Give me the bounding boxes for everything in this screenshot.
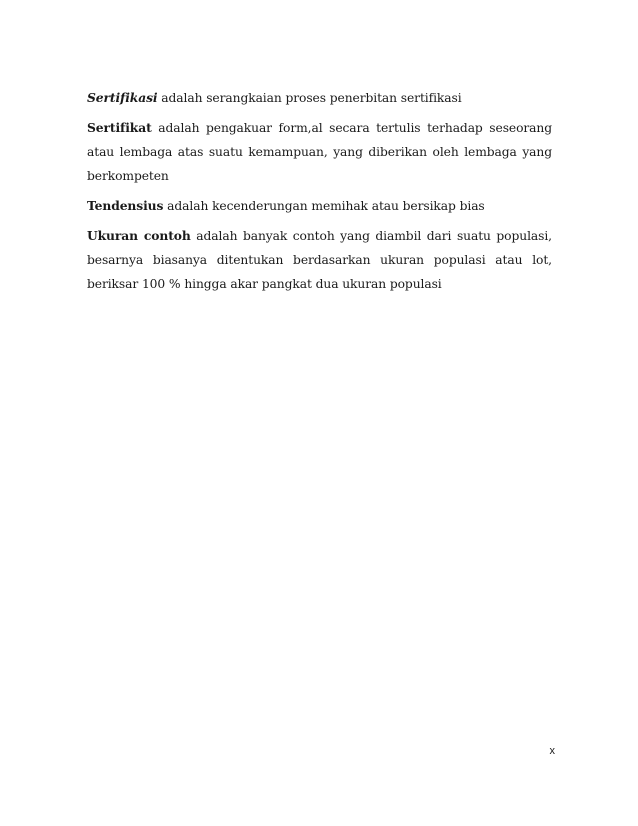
glossary-entry-sertifikat	[87, 116, 552, 188]
glossary-definition: adalah pengakuar form,al secara tertulis terhadap seseorang atau lembaga atas suatu kemampuan, yang diberikan oleh lembaga yang berkompeten	[87, 121, 552, 183]
glossary-term: Ukuran contoh	[87, 228, 191, 243]
glossary-term: Sertifikasi	[87, 90, 158, 105]
page-number: x	[549, 745, 555, 757]
glossary-entry-ukuran-contoh	[87, 224, 552, 296]
glossary-entry-sertifikasi	[87, 86, 552, 110]
glossary-entry-tendensius	[87, 194, 552, 218]
glossary-definition: adalah serangkaian proses penerbitan sertifikasi	[161, 91, 462, 105]
glossary-term: Sertifikat	[87, 120, 152, 135]
glossary-list	[87, 86, 552, 296]
glossary-definition: adalah kecenderungan memihak atau bersikap bias	[167, 199, 485, 213]
glossary-term: Tendensius	[87, 198, 164, 213]
glossary-definition: adalah banyak contoh yang diambil dari suatu populasi, besarnya biasanya ditentukan berdasarkan ukuran populasi atau lot, beriksar 100 % hingga akar pangkat dua ukuran populasi	[87, 229, 552, 291]
